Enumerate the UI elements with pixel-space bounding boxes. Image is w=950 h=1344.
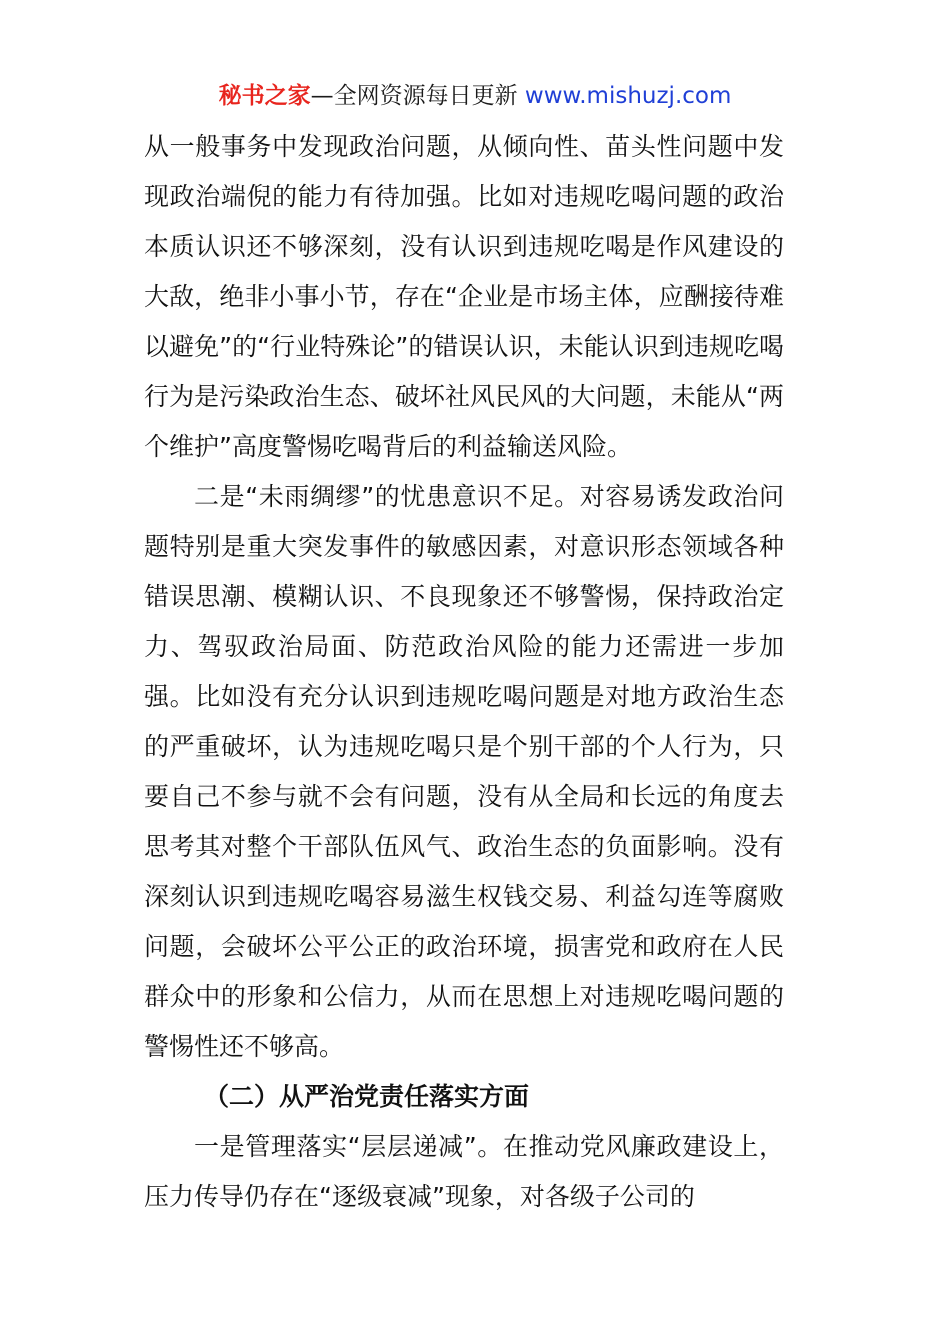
paragraph-3: 一是管理落实“层层递减”。在推动党风廉政建设上，压力传导仍存在“逐级衰减”现象，对各级子公司的 (144, 1132, 784, 1211)
header-brand: 秘书之家 (218, 83, 311, 109)
paragraph-1: 从一般事务中发现政治问题，从倾向性、苗头性问题中发现政治端倪的能力有待加强。比如对违规吃喝问题的政治本质认识还不够深刻，没有认识到违规吃喝是作风建设的大敌，绝非小事小节，存在“企业是市场主体，应酬接待难以避免”的“行业特殊论”的错误认识，未能认识到违规吃喝行为是污染政治生态、破坏社风民风的大问题，未能从“两个维护”高度警惕吃喝背后的利益输送风险。 (144, 132, 784, 461)
paragraph-2: 二是“未雨绸缪”的忧患意识不足。对容易诱发政治问题特别是重大突发事件的敏感因素，对意识形态领域各种错误思潮、模糊认识、不良现象还不够警惕，保持政治定力、驾驭政治局面、防范政治风险的能力还需进一步加强。比如没有充分认识到违规吃喝问题是对地方政治生态的严重破坏，认为违规吃喝只是个别干部的个人行为，只要自己不参与就不会有问题，没有从全局和长远的角度去思考其对整个干部队伍风气、政治生态的负面影响。没有深刻认识到违规吃喝容易滋生权钱交易、利益勾连等腐败问题，会破坏公平公正的政治环境，损害党和政府在人民群众中的形象和公信力，从而在思想上对违规吃喝问题的警惕性还不够高。 (144, 482, 784, 1061)
section-heading: （二）从严治党责任落实方面 (204, 1082, 530, 1111)
header-site-link[interactable]: www.mishuzj.com (524, 83, 732, 109)
document-body (144, 122, 784, 1222)
header-tagline: —全网资源每日更新 (310, 83, 525, 109)
page-header (0, 80, 950, 112)
